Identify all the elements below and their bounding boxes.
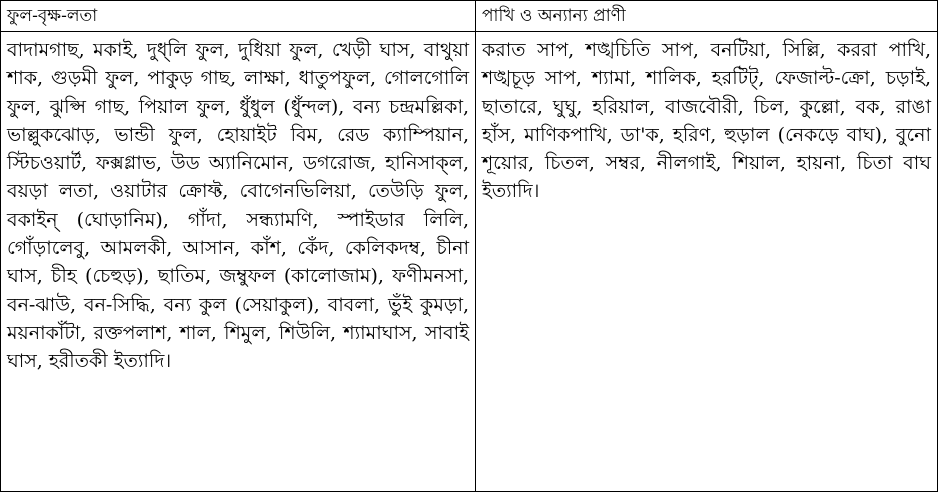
fauna-cell: করাত সাপ, শঙ্খচিতি সাপ, বনটিয়া, সিল্লি, কররা পাখি, শঙ্খচূড় সাপ, শ্যামা, শালিক, হরটিট্, ফেজাল্ট-ক্রো, চড়াই, ছাতারে, ঘুঘু, হরিয়াল, বাজবৌরী, চিল, কুল্লো, বক, রাঙা হাঁস, মাণিকপাখি, ডা'ক, হরিণ, হুড়াল (নেকড়ে বাঘ), বুনো শূয়োর, চিতল, সম্বর, নীলগাই, শিয়াল, হায়না, চিতা বাঘ ইত্যাদি।: [476, 32, 938, 492]
flora-cell: বাদামগাছ, মকাই, দুধ্‌লি ফুল, দুধিয়া ফুল, খেড়ী ঘাস, বাথুয়া শাক, গুড়মী ফুল, পাকুড় গাছ, লাক্ষা, ধাতুপফুল, গোলগোলি ফুল, ঝুপ্সি গাছ, পিয়াল ফুল, ধুঁধুল (ধুঁন্দল), বন্য চন্দ্রমল্লিকা, ভাল্লুকঝোড়, ভান্ডী ফুল, হোয়াইট বিম, রেড ক্যাম্পিয়ান, স্টিচওয়ার্ট, ফক্সগ্লাভ, উড অ্যানিমোন, ডগরোজ, হানিসাক্‌ল, বয়ড়া লতা, ওয়াটার ক্রোফ্ট, বোগেনভিলিয়া, তেউড়ি ফুল, বকাইন্‌ (ঘোড়ানিম), গাঁদা, সন্ধ্যামণি, স্পাইডার লিলি, গোঁড়ালেবু, আমলকী, আসান, কাঁশ, কেঁদ, কেলিকদম্ব, চীনা ঘাস, চীহ (চেহুড়), ছাতিম, জম্বুফল (কালোজাম), ফণীমনসা, বন-ঝাউ, বন-সিদ্ধি, বন্য কুল (সেয়াকুল), বাবলা, ভুঁই কুমড়া, ময়নাকাঁটা, রক্তপলাশ, শাল, শিমুল, শিউলি, শ্যামাঘাস, সাবাই ঘাস, হরীতকী ইত্যাদি।: [1, 32, 476, 492]
table-row: [1, 32, 938, 492]
header-flora: ফুল-বৃক্ষ-লতা: [1, 1, 476, 32]
header-fauna: পাখি ও অন্যান্য প্রাণী: [476, 1, 938, 32]
table-header-row: [1, 1, 938, 32]
